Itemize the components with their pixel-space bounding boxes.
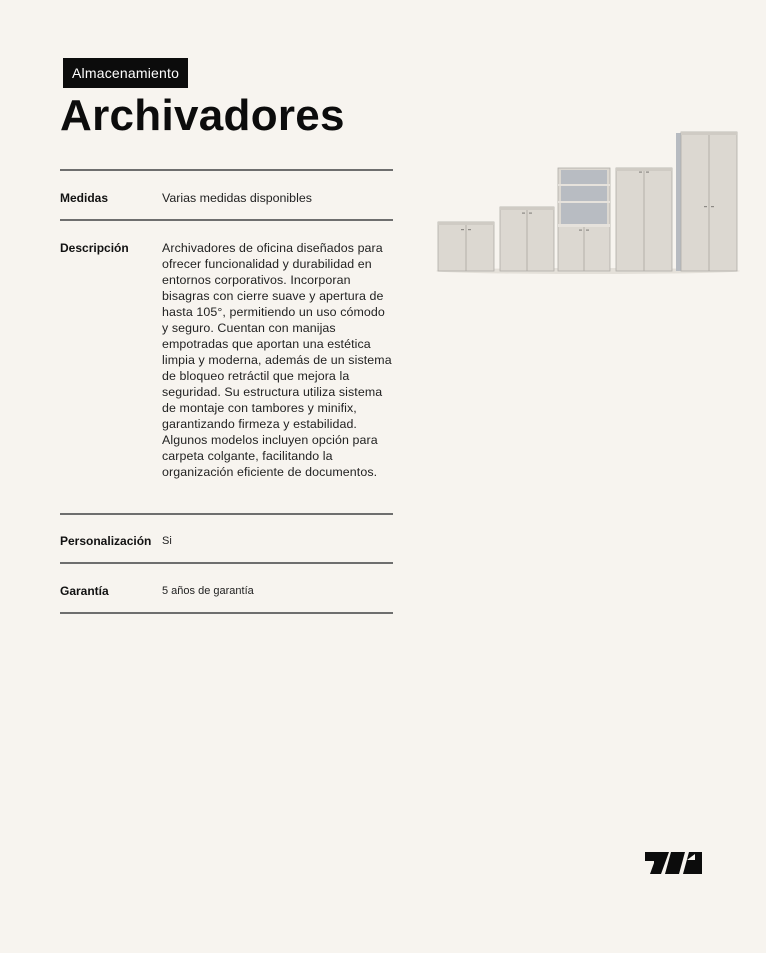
spec-label-personalizacion: Personalización bbox=[60, 534, 152, 548]
spec-label-descripcion: Descripción bbox=[60, 241, 129, 255]
spec-row-medidas bbox=[60, 171, 393, 221]
brand-logo-icon bbox=[645, 850, 703, 876]
spec-value-descripcion: Archivadores de oficina diseñados para ofrecer funcionalidad y durabilidad en entornos corporativos. Incorporan bisagras con cierre suave y apertura de hasta 105°, permitiendo un uso cómodo y seguro. Cuentan con manijas empotradas que aportan una estética limpia y moderna, además de un sistema de bloqueo retráctil que mejora la seguridad. Su estructura utiliza sistema de montaje con tambores y minifix, garantizando firmeza y estabilidad. Algunos modelos incluyen opción para carpeta colgante, facilitando la organización eficiente de documentos. bbox=[162, 241, 392, 479]
spec-label-medidas: Medidas bbox=[60, 191, 109, 205]
category-tag: Almacenamiento bbox=[63, 58, 188, 88]
cabinet-3 bbox=[558, 168, 610, 271]
spec-row-garantia bbox=[60, 564, 393, 614]
product-image bbox=[432, 128, 744, 278]
cabinet-2 bbox=[500, 207, 554, 271]
spec-value-garantia: 5 años de garantía bbox=[162, 585, 254, 597]
cabinet-4 bbox=[616, 168, 672, 271]
spec-table bbox=[60, 169, 393, 614]
spec-value-medidas: Varias medidas disponibles bbox=[162, 191, 312, 205]
page-title: Archivadores bbox=[60, 91, 345, 140]
spec-row-personalizacion bbox=[60, 515, 393, 564]
cabinet-1 bbox=[438, 222, 494, 271]
spec-row-descripcion bbox=[60, 221, 393, 515]
spec-value-personalizacion: Si bbox=[162, 535, 172, 547]
cabinet-5 bbox=[676, 132, 737, 271]
spec-label-garantia: Garantía bbox=[60, 584, 109, 598]
